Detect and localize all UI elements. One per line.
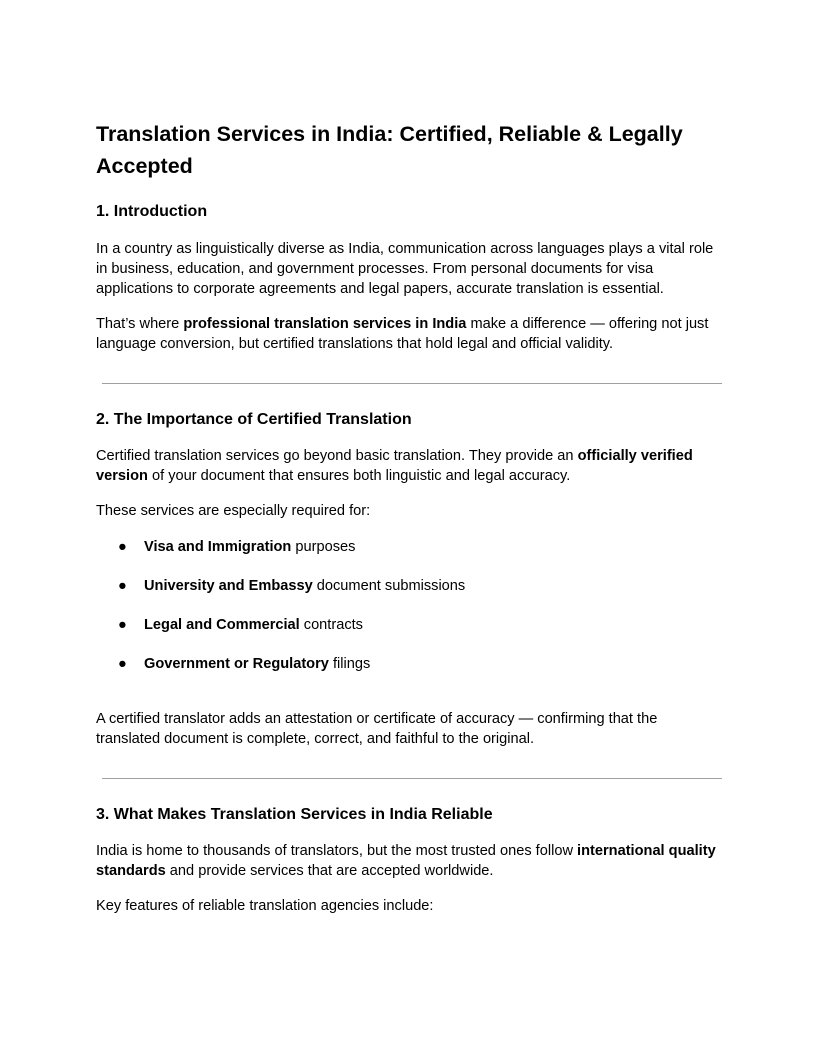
reliable-p1-text-end: and provide services that are accepted worldwide. [165, 863, 494, 879]
list-item [96, 576, 720, 596]
importance-p1-bold: officially verified version [96, 448, 693, 484]
importance-paragraph-1 [96, 446, 720, 486]
list-item-text: purposes [291, 539, 356, 555]
section-heading-introduction: 1. Introduction [96, 203, 208, 220]
importance-paragraph-2: These services are especially required for: [96, 503, 371, 519]
intro-paragraph-2 [96, 314, 720, 354]
reliable-p1-text-start: India is home to thousands of translators, but the most trusted ones follow [96, 843, 578, 859]
list-item [96, 654, 720, 674]
section-heading-importance: 2. The Importance of Certified Translation [96, 411, 412, 428]
list-item-bold: University and Embassy [144, 578, 313, 594]
intro-p2-text-end: make a difference — offering not just language conversion, but certified translations that hold legal and official validity. [96, 316, 709, 352]
list-item-text: document submissions [312, 578, 466, 594]
reliable-paragraph-2: Key features of reliable translation agencies include: [96, 898, 434, 914]
reliable-paragraph-1 [96, 841, 720, 881]
bullet-icon: ● [118, 617, 127, 633]
document-title: Translation Services in India: Certified, Reliable & Legally Accepted [96, 122, 683, 178]
intro-p2-bold: professional translation services in India [183, 316, 467, 332]
reliable-p1-bold: international quality standards [96, 843, 716, 879]
requirements-list [96, 537, 720, 674]
bullet-icon: ● [118, 578, 127, 594]
divider-1 [102, 383, 722, 384]
list-item-bold: Legal and Commercial [144, 617, 300, 633]
section-heading-reliable: 3. What Makes Translation Services in India Reliable [96, 806, 493, 823]
list-item-bold: Visa and Immigration [144, 539, 292, 555]
list-item [96, 537, 720, 557]
intro-paragraph-1: In a country as linguistically diverse as India, communication across languages plays a vital role in business, education, and government processes. From personal documents for visa applications to corporate agreements and legal papers, accurate translation is essential. [96, 241, 714, 297]
importance-p1-text-end: of your document that ensures both linguistic and legal accuracy. [147, 468, 571, 484]
intro-p2-text-start: That’s where [96, 316, 184, 332]
list-item [96, 615, 720, 635]
importance-paragraph-3: A certified translator adds an attestation or certificate of accuracy — confirming that the translated document is complete, correct, and faithful to the original. [96, 711, 658, 747]
importance-p1-text-start: Certified translation services go beyond basic translation. They provide an [96, 448, 578, 464]
list-item-text: filings [328, 656, 371, 672]
list-item-text: contracts [299, 617, 363, 633]
bullet-icon: ● [118, 539, 127, 555]
bullet-icon: ● [118, 656, 127, 672]
divider-2 [102, 778, 722, 779]
list-item-bold: Government or Regulatory [144, 656, 329, 672]
